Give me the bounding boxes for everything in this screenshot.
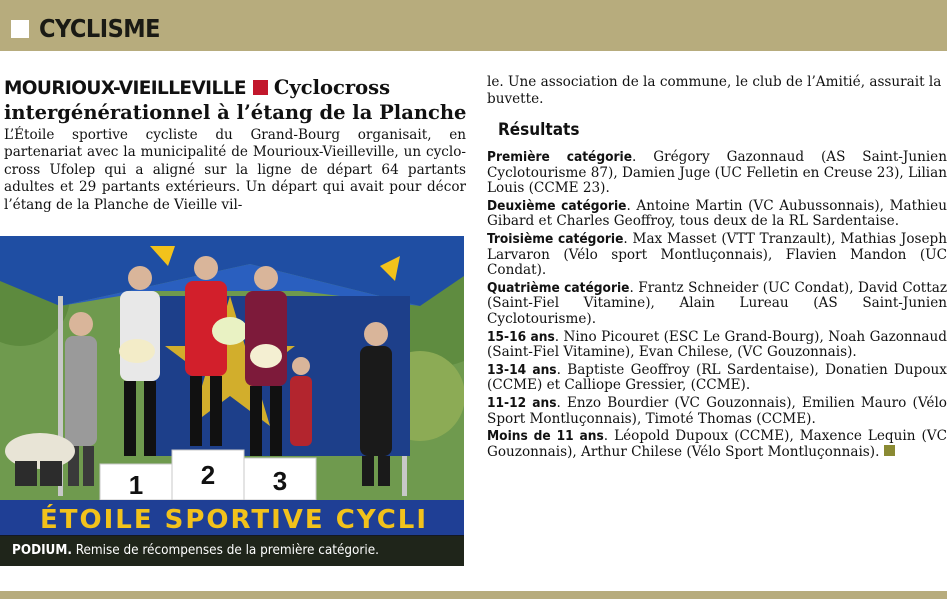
result-item [487,330,947,361]
photo-caption [0,535,464,566]
result-text: . Frantz Schneider (UC Condat), David Cottaz (Saint-Fiel Vitamine), Alain Lureau (AS Saint-Junien Cyclotourisme). [487,279,947,327]
article-continuation: le. Une association de la commune, le club de l’Amitié, assurait la buvette. [487,74,942,108]
result-category: Deuxième catégorie [487,197,627,214]
result-item [487,396,947,427]
podium-number-1: 2 [200,460,216,490]
result-item [487,363,947,394]
end-mark-icon [884,445,895,456]
podium-number-3: 3 [272,466,288,496]
result-item [487,199,947,230]
result-category: 11-12 ans [487,394,557,411]
result-category: 15-16 ans [487,328,555,345]
section-header-band [0,0,947,51]
result-category: 13-14 ans [487,361,557,378]
result-text: . Nino Picouret (ESC Le Grand-Bourg), Noah Gazonnaud (Saint-Fiel Vitamine), Evan Chilese, (VC Gouzonnais). [487,328,947,361]
result-text: . Enzo Bourdier (VC Gouzonnais), Emilien Mauro (Vélo Sport Montluçonnais), Timoté Thomas (CCME). [487,394,947,427]
result-category: Quatrième catégorie [487,279,630,296]
result-text: . Max Masset (VTT Tranzault), Mathias Joseph Larvaron (Vélo sport Montluçonnais), Flavien Mandon (UC Condat). [487,230,947,279]
result-category: Première catégorie [487,149,633,165]
podium-photo-illustration [0,236,464,566]
result-item [487,150,947,197]
headline-title: Cyclocross intergénérationnel à l’étang de la Planche [4,76,467,124]
caption-label: PODIUM. [12,543,72,558]
result-item [487,281,947,328]
article-lede: L’Étoile sportive cycliste du Grand-Bourg organisait, en partenariat avec la municipalité de Mourioux-Vieilleville, un cyclo-cross Ufolep qui a aligné sur la ligne de départ 64 partants adultes et 29 partants extérieurs. Un départ qui avait pour décor l’étang de la Planche de Vieille vil- [4,127,466,213]
result-category: Moins de 11 ans [487,428,604,445]
section-square-icon [11,20,29,38]
section-label: CYCLISME [39,14,161,43]
article-headline [4,76,474,125]
result-item [487,232,947,279]
result-text: . Léopold Dupoux (CCME), Maxence Lequin (VC Gouzonnais), Arthur Chilese (Vélo Sport Montluçonnais). [487,428,947,460]
caption-text: Remise de récompenses de la première catégorie. [75,543,379,558]
result-category: Troisième catégorie [487,230,624,247]
result-item [487,429,947,460]
result-text: . Grégory Gazonnaud (AS Saint-Junien Cyclotourisme 87), Damien Juge (UC Felletin en Creuse 23), Lilian Louis (CCME 23). [487,149,947,197]
headline-kicker: MOURIOUX-VIEILLEVILLE [4,78,246,99]
result-text: . Baptiste Geoffroy (RL Sardentaise), Donatien Dupoux (CCME) et Calliope Gressier, (CCME). [487,361,947,394]
red-square-icon [253,80,268,95]
results-list [487,150,947,462]
footer-band [0,591,947,599]
result-text: . Antoine Martin (VC Aubussonnais), Mathieu Gibard et Charles Geoffroy, tous deux de la RL Sardentaise. [487,197,947,230]
banner-text: ÉTOILE SPORTIVE CYCLI [40,505,429,535]
podium-number-2: 1 [128,470,144,500]
results-title: Résultats [498,120,580,140]
podium-photo [0,236,464,566]
